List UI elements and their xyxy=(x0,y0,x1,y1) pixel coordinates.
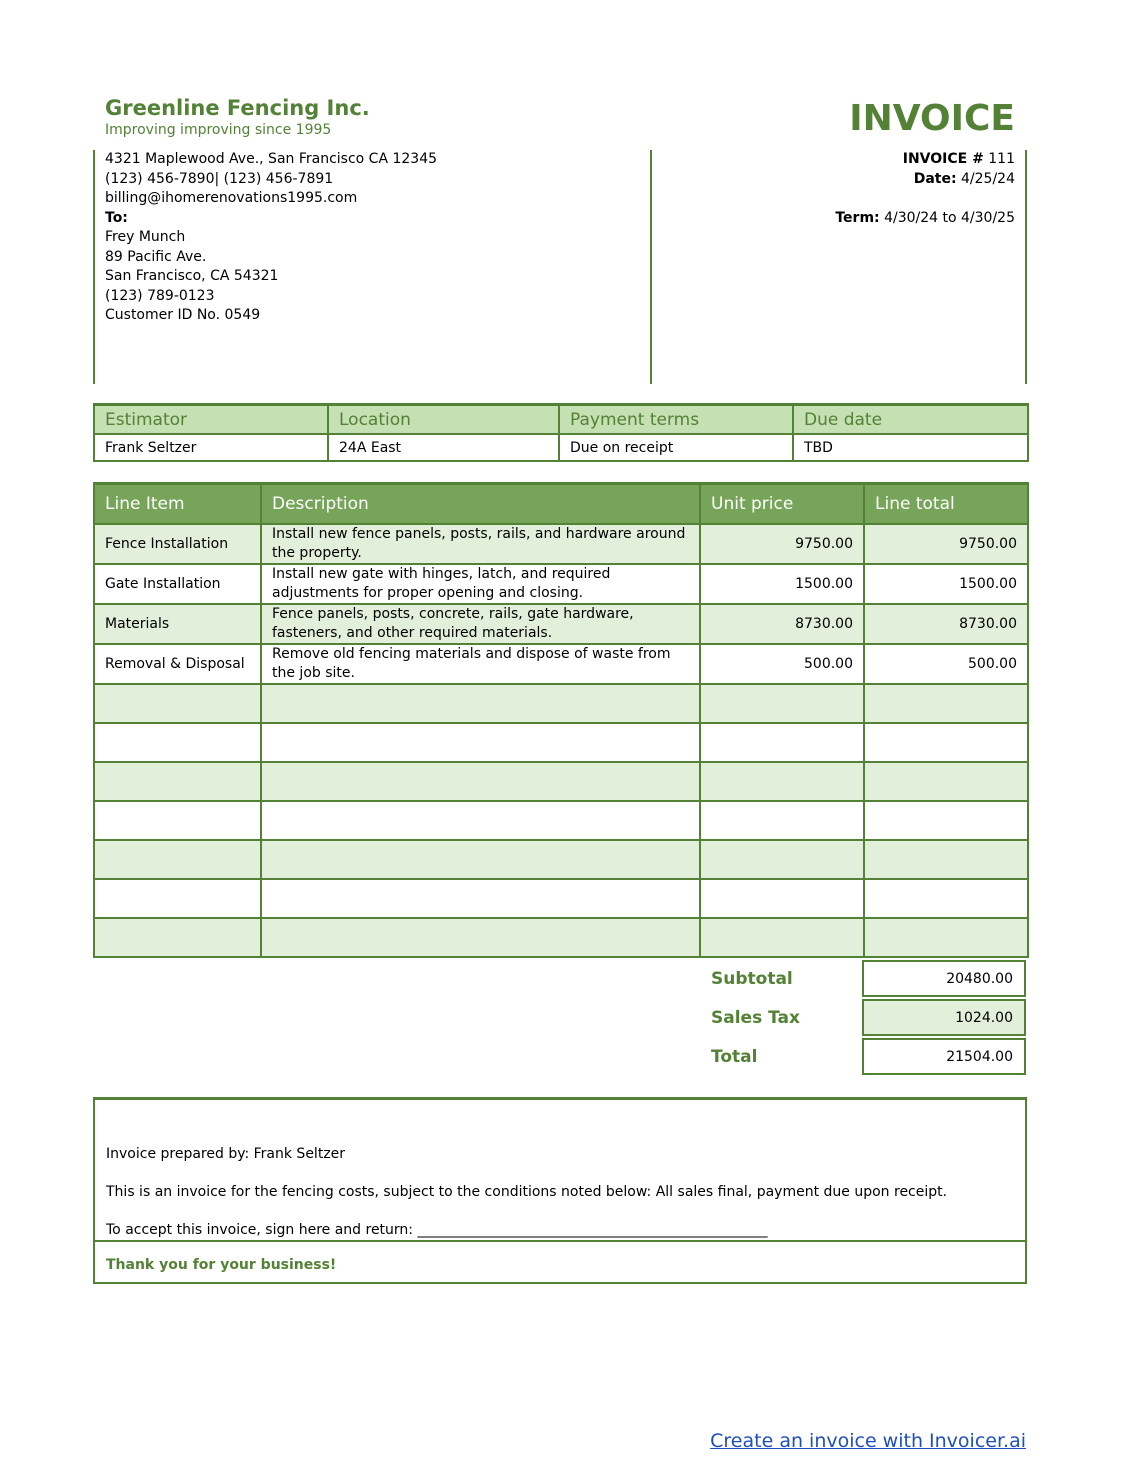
empty-row xyxy=(94,684,1028,723)
meta-header-location: Location xyxy=(328,405,559,435)
bill-to-name: Frey Munch xyxy=(105,229,186,245)
total-label: Total xyxy=(711,1047,758,1067)
line-item-total: 8730.00 xyxy=(864,604,1028,644)
invoice-date-label: Date: xyxy=(913,170,957,187)
meta-due-date: TBD xyxy=(793,434,1028,461)
line-item-description: Install new gate with hinges, latch, and required adjustments for proper opening and closing. xyxy=(261,564,700,604)
right-divider xyxy=(1025,150,1027,384)
company-phones: (123) 456-7890| (123) 456-7891 xyxy=(105,170,334,187)
meta-payment-terms: Due on receipt xyxy=(559,434,793,461)
line-item-unit-price: 9750.00 xyxy=(700,524,864,564)
empty-row xyxy=(94,879,1028,918)
bill-to-label: To: xyxy=(105,209,128,226)
line-item-total: 500.00 xyxy=(864,644,1028,684)
company-tagline: Improving improving since 1995 xyxy=(105,122,332,138)
empty-row xyxy=(94,840,1028,879)
items-header-description: Description xyxy=(261,484,700,525)
items-header-line-item: Line Item xyxy=(94,484,261,525)
items-header-line-total: Line total xyxy=(864,484,1028,525)
meta-header-payment-terms: Payment terms xyxy=(559,405,793,435)
left-divider xyxy=(93,150,95,384)
line-item-total: 1500.00 xyxy=(864,564,1028,604)
line-item-total: 9750.00 xyxy=(864,524,1028,564)
subtotal-label: Subtotal xyxy=(711,969,793,989)
bill-to-city: San Francisco, CA 54321 xyxy=(105,268,279,284)
accept-text: To accept this invoice, sign here and return: xyxy=(106,1222,418,1238)
meta-estimator: Frank Seltzer xyxy=(94,434,328,461)
notes-box xyxy=(93,1097,1027,1284)
meta-header-estimator: Estimator xyxy=(94,405,328,435)
conditions-text: This is an invoice for the fencing costs, subject to the conditions noted below: All sales final, payment due upon receipt. xyxy=(106,1184,948,1200)
notes-divider xyxy=(95,1240,1025,1242)
customer-id: Customer ID No. 0549 xyxy=(105,307,261,323)
invoice-date: 4/25/24 xyxy=(961,170,1015,187)
meta-header-due-date: Due date xyxy=(793,405,1028,435)
line-item-name: Materials xyxy=(94,604,261,644)
line-item-name: Fence Installation xyxy=(94,524,261,564)
accept-line xyxy=(106,1222,767,1238)
table-row xyxy=(94,524,1028,564)
subtotal-value: 20480.00 xyxy=(862,960,1026,997)
prepared-by: Invoice prepared by: Frank Seltzer xyxy=(106,1146,346,1162)
line-items-table xyxy=(93,482,1029,958)
invoice-meta-table xyxy=(93,403,1029,462)
empty-row xyxy=(94,723,1028,762)
items-header-unit-price: Unit price xyxy=(700,484,864,525)
meta-location: 24A East xyxy=(328,434,559,461)
table-row xyxy=(94,604,1028,644)
line-item-unit-price: 1500.00 xyxy=(700,564,864,604)
middle-divider xyxy=(650,150,652,384)
bill-to-street: 89 Pacific Ave. xyxy=(105,248,207,265)
invoice-number: 111 xyxy=(988,151,1015,167)
invoicer-link[interactable]: Create an invoice with Invoicer.ai xyxy=(710,1430,1026,1452)
empty-row xyxy=(94,918,1028,957)
table-row xyxy=(94,644,1028,684)
company-email: billing@ihomerenovations1995.com xyxy=(105,190,358,206)
line-item-description: Install new fence panels, posts, rails, and hardware around the property. xyxy=(261,524,700,564)
line-item-unit-price: 8730.00 xyxy=(700,604,864,644)
sales-tax-value: 1024.00 xyxy=(862,999,1026,1036)
bill-to-phone: (123) 789-0123 xyxy=(105,287,215,304)
thank-you-message: Thank you for your business! xyxy=(106,1257,337,1273)
line-item-unit-price: 500.00 xyxy=(700,644,864,684)
invoice-details xyxy=(835,150,1015,228)
company-address: 4321 Maplewood Ave., San Francisco CA 12345 xyxy=(105,151,438,167)
invoice-number-label: INVOICE # xyxy=(902,151,984,167)
term-label: Term: xyxy=(835,209,880,226)
line-item-description: Fence panels, posts, concrete, rails, gate hardware, fasteners, and other required materials. xyxy=(261,604,700,644)
table-row xyxy=(94,564,1028,604)
line-item-name: Gate Installation xyxy=(94,564,261,604)
sender-and-recipient xyxy=(105,150,437,326)
total-value: 21504.00 xyxy=(862,1038,1026,1075)
sales-tax-label: Sales Tax xyxy=(711,1008,800,1028)
empty-row xyxy=(94,762,1028,801)
signature-line[interactable]: __________________________________________________ xyxy=(417,1222,768,1238)
empty-row xyxy=(94,801,1028,840)
line-item-description: Remove old fencing materials and dispose of waste from the job site. xyxy=(261,644,700,684)
term-value: 4/30/24 to 4/30/25 xyxy=(884,209,1015,226)
company-name: Greenline Fencing Inc. xyxy=(105,96,370,120)
line-item-name: Removal & Disposal xyxy=(94,644,261,684)
invoice-title: INVOICE xyxy=(849,98,1015,139)
